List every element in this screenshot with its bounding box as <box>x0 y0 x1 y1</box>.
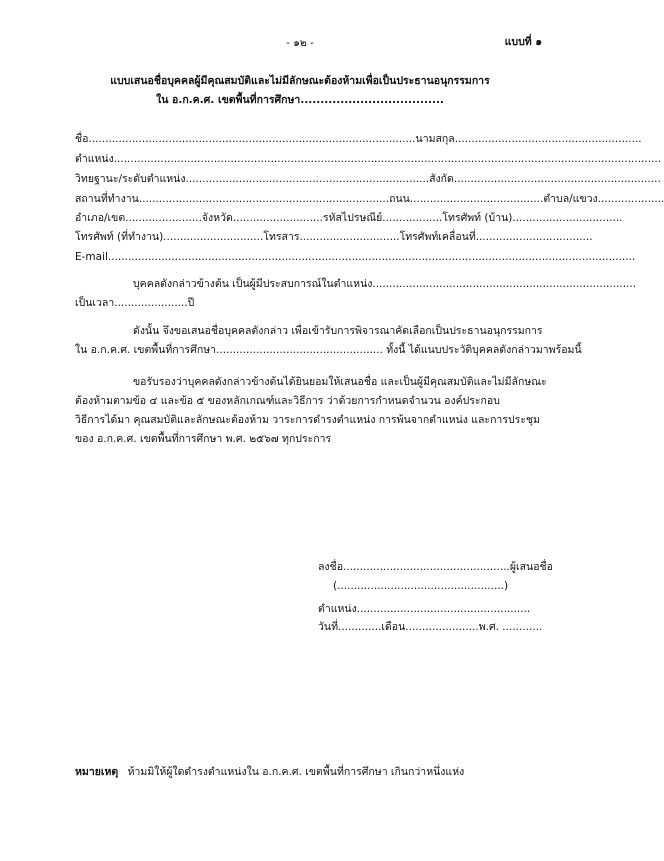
form-title-line1: แบบเสนอชื่อบุคคลผู้มีคุณสมบัติและไม่มีลักษณะต้องห้ามเพื่อเป็นประธานอนุกรรมการ <box>110 75 490 87</box>
proposal-line2: ใน อ.ก.ค.ศ. เขตพื้นที่การศึกษา.................................................. ทั้งนี้ ได้แนบประวัติบุคคลดังกล่าวมาพร้อมนี้ <box>75 344 582 356</box>
position-field[interactable]: ตำแหน่ง.................................................................................................................................................................... <box>75 153 662 165</box>
form-title-line2: ใน อ.ก.ค.ศ. เขตพื้นที่การศึกษา.................................... <box>156 94 444 106</box>
certification-line3: วิธีการได้มา คุณสมบัติและลักษณะต้องห้าม วาระการดำรงตำแหน่ง การพ้นจากตำแหน่ง และการประชุม <box>75 414 540 426</box>
note-text: ห้ามมิให้ผู้ใดดำรงตำแหน่งใน อ.ก.ค.ศ. เขตพื้นที่การศึกษา เกินกว่าหนึ่งแห่ง <box>127 766 465 778</box>
district-field[interactable]: อำเภอ/เขต.......................จังหวัด...........................รหัสไปรษณีย์..................โทรศัพท์ (บ้าน)................................. <box>75 212 623 224</box>
signature-field[interactable]: ลงชื่อ..................................................ผู้เสนอชื่อ <box>318 561 553 573</box>
email-field[interactable]: E-mail.............................................................................................................................................................. <box>75 251 636 263</box>
certification-line2: ต้องห้ามตามข้อ ๔ และข้อ ๕ ของหลักเกณฑ์และวิธีการ ว่าด้วยการกำหนดจำนวน องค์ประกอบ <box>75 395 500 407</box>
certification-line4: ของ อ.ก.ค.ศ. เขตพื้นที่การศึกษา พ.ศ. ๒๕๖๗ ทุกประการ <box>75 433 332 445</box>
form-number: แบบที่ ๑ <box>504 36 542 48</box>
rank-field[interactable]: วิทยฐานะ/ระดับตำแหน่ง.........................................................................สังกัด.............................................................. <box>75 173 661 185</box>
experience-line[interactable]: บุคคลดังกล่าวข้างต้น เป็นผู้มีประสบการณ์ในตำแหน่ง............................................................................... <box>133 278 637 290</box>
signer-position-field[interactable]: ตำแหน่ง.................................................... <box>318 603 531 615</box>
proposal-line1: ดังนั้น จึงขอเสนอชื่อบุคคลดังกล่าว เพื่อเข้ารับการพิจารณาคัดเลือกเป็นประธานอนุกรรมการ <box>133 325 543 337</box>
name-field[interactable]: ชื่อ..................................................................................................นามสกุล........................................................ <box>75 133 642 145</box>
page-number: - ๑๒ - <box>286 37 314 49</box>
signer-name-field[interactable]: (..................................................) <box>333 580 509 592</box>
phone-field[interactable]: โทรศัพท์ (ที่ทำงาน)..............................โทรสาร..............................โทรศัพท์เคลื่อนที่................................... <box>75 231 593 243</box>
note-label: หมายเหตุ <box>75 766 119 778</box>
note <box>75 767 464 778</box>
certification-line1: ขอรับรองว่าบุคคลดังกล่าวข้างต้นได้ยินยอมให้เสนอชื่อ และเป็นผู้มีคุณสมบัติและไม่มีลักษณะ <box>133 376 547 388</box>
signature-date-field[interactable]: วันที่.............เดือน......................พ.ศ. ............ <box>318 621 543 633</box>
experience-years-field[interactable]: เป็นเวลา......................ปี <box>75 297 195 309</box>
workplace-field[interactable]: สถานที่ทำงาน...........................................................................ถนน........................................ตำบล/แขวง.................... <box>75 193 664 205</box>
